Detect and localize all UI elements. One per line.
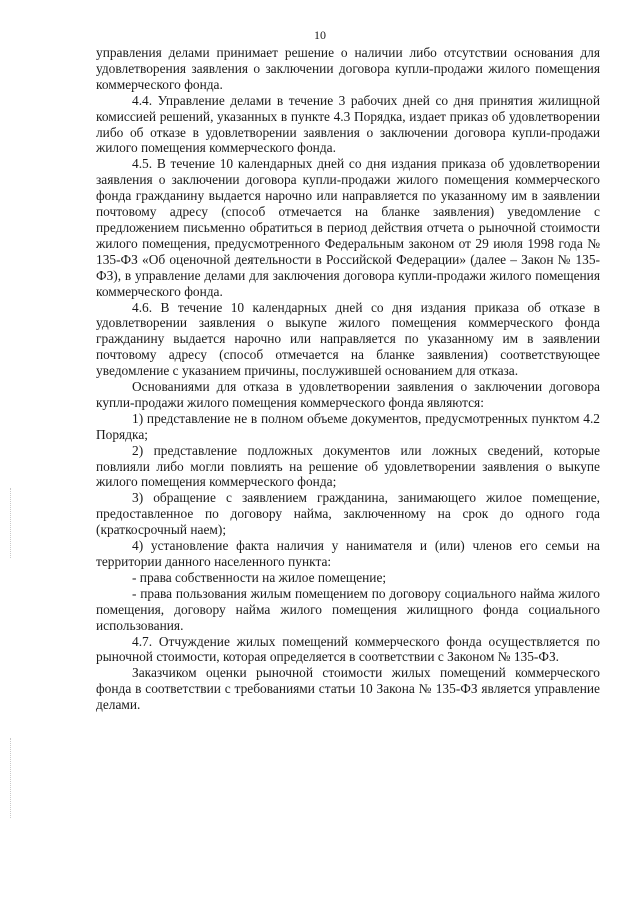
paragraph-ground-1: 1) представление не в полном объеме документов, предусмотренных пунктом 4.2 Порядка; bbox=[96, 410, 600, 442]
paragraph-refusal-grounds: Основаниями для отказа в удовлетворении заявления о заключении договора купли-продажи жилого помещения коммерческого фонда являются: bbox=[96, 379, 600, 410]
paragraph-ground-4: 4) установление факта наличия у нанимателя и (или) членов его семьи на территории данного населенного пункта: bbox=[96, 538, 600, 569]
paragraph-continuation: управления делами принимает решение о наличии либо отсутствии основания для удовлетворения заявления о заключении договора купли-продажи жилого помещения коммерческого фонда. bbox=[96, 45, 600, 92]
paragraph-4-7: 4.7. Отчуждение жилых помещений коммерческого фонда осуществляется по рыночной стоимости, которая определяется в соответствии с Законом № 135-ФЗ. bbox=[96, 633, 600, 665]
margin-scan-mark-lower bbox=[10, 738, 12, 818]
page-number: 10 bbox=[314, 28, 326, 42]
paragraph-valuation-customer: Заказчиком оценки рыночной стоимости жилых помещений коммерческого фонда в соответствии с требованиями статьи 10 Закона № 135-ФЗ является управление делами. bbox=[96, 665, 600, 713]
paragraph-ground-2: 2) представление подложных документов или ложных сведений, которые повлияли либо могли повлиять на решение об удовлетворении заявления о выкупе жилого помещения коммерческого фонда; bbox=[96, 442, 600, 490]
paragraph-ground-4-tenancy: - права пользования жилым помещением по договору социального найма жилого помещения, договору найма жилого помещения жилищного фонда социального использования. bbox=[96, 585, 600, 633]
paragraph-4-5: 4.5. В течение 10 календарных дней со дня издания приказа об удовлетворении заявления о заключении договора купли-продажи жилого помещения коммерческого фонда гражданину выдается нарочно или направляется по указанному им в заявлении почтовому адресу (способ отмечается на бланке заявления) уведомление с предложением письменно обратиться в период действия отчета о рыночной стоимости жилого помещения, предусмотренного Федеральным законом от 29 июля 1998 года № 135-ФЗ «Об оценочной деятельности в Российской Федерации» (далее – Закон № 135-ФЗ), в управление делами для заключения договора купли-продажи жилого помещения коммерческого фонда. bbox=[96, 156, 600, 299]
margin-scan-mark-upper bbox=[10, 488, 12, 558]
paragraph-4-6: 4.6. В течение 10 календарных дней со дня издания приказа об отказе в удовлетворении заявления о выкупе жилого помещения коммерческого фонда гражданину выдается нарочно или направляется по указанному им в заявлении почтовому адресу (способ отмечается на бланке заявления) соответствующее уведомление с указанием причины, послужившей основанием для отказа. bbox=[96, 299, 600, 379]
document-body bbox=[96, 45, 600, 713]
paragraph-ground-4-ownership: - права собственности на жилое помещение; bbox=[132, 569, 387, 585]
paragraph-ground-3: 3) обращение с заявлением гражданина, занимающего жилое помещение, предоставленное по договору найма, заключенному на срок до одного года (краткосрочный наем); bbox=[96, 490, 600, 538]
paragraph-4-4: 4.4. Управление делами в течение 3 рабочих дней со дня принятия жилищной комиссией решений, указанных в пункте 4.3 Порядка, издает приказ об удовлетворении либо об отказе в удовлетворении заявления о заключении договора купли-продажи жилого помещения коммерческого фонда. bbox=[96, 92, 600, 156]
